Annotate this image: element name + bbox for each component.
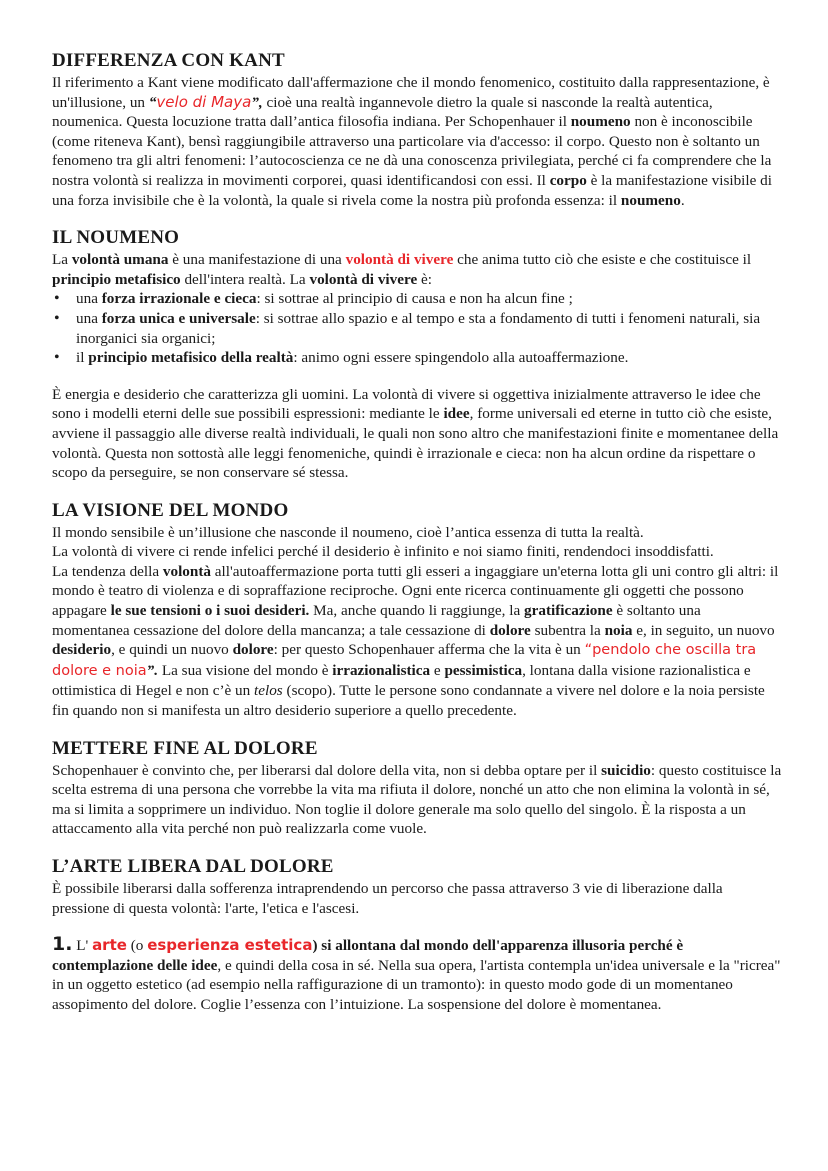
section-title: L’ARTE LIBERA DAL DOLORE <box>52 856 334 877</box>
item-number: 1. <box>52 933 73 956</box>
section-title: LA VISIONE DEL MONDO <box>52 499 289 521</box>
section-differenza-con-kant <box>52 50 782 210</box>
section-title: DIFFERENZA CON KANT <box>52 50 285 71</box>
paragraph-line: La volontà di vivere ci rende infelici perché il desiderio è infinito e noi siamo finiti, rendendoci insoddisfatti. <box>52 543 714 561</box>
list-item: • una forza irrazionale e cieca: si sottrae al principio di causa e non ha alcun fine ; <box>52 289 782 309</box>
section-mettere-fine-al-dolore <box>52 738 782 839</box>
section-il-noumeno <box>52 227 782 483</box>
handwritten-highlight: esperienza estetica <box>147 936 313 955</box>
document-page <box>52 50 782 1032</box>
section-title: METTERE FINE AL DOLORE <box>52 737 318 759</box>
handwritten-highlight: pendolo che oscilla tra dolore e noia <box>52 642 757 679</box>
paragraph: Il riferimento a Kant viene modificato dall'affermazione che il mondo fenomenico, costituito dalla rappresentazione, è un'illusione, un “velo di Maya”, cioè una realtà ingannevole dietro la quale si nasconde la realtà autentica, noumenica. Questa locuzione tratta dall’antica filosofia indiana. Per Schopenhauer il noumeno non è inconoscibile (come riteneva Kant), bensì raggiungibile attraverso una particolare via d'accesso: il corpo. Questo non è soltanto un fenomeno tra gli altri fenomeni: l’autocoscienza ce ne dà una conoscenza privilegiata, perché ci fa comprendere che la nostra volontà si realizza in movimenti corporei, quasi identificandosi con essi. Il corpo è la manifestazione visibile di una forza invisibile che è la volontà, la quale si rivela come la nostra più profonda essenza: il noumeno. <box>52 74 772 209</box>
list-item: • il principio metafisico della realtà: animo ogni essere spingendolo alla autoaffermazione. <box>52 348 782 368</box>
handwritten-highlight: velo di Maya <box>156 92 252 111</box>
paragraph-line: Il mondo sensibile è un’illusione che nasconde il noumeno, cioè l’antica essenza di tutta la realtà. <box>52 523 644 541</box>
paragraph: Schopenhauer è convinto che, per liberarsi dal dolore della vita, non si debba optare per il suicidio: questo costituisce la scelta estrema di una persona che vorrebbe la vita ma rifiuta il dolore, nonché un atto che non elimina la volontà in sé, ma si limita a sopprimere un individuo. Non toglie il dolore generale ma solo quello del singolo. È la risposta a un attaccamento alla vita perché non può realizzarla come vuole. <box>52 761 782 838</box>
section-title: IL NOUMENO <box>52 227 180 249</box>
paragraph: La tendenza della volontà all'autoaffermazione porta tutti gli esseri a ingaggiare un'eterna lotta gli uni contro gli altri: il mondo è teatro di violenza e di sopraffazione reciproche. Ogni ente ricerca continuamente gli oggetti che possono appagare le sue tensioni o i suoi desideri. Ma, anche quando li raggiunge, la gratificazione è soltanto una momentanea cessazione del dolore della mancanza; a tale cessazione di dolore subentra la noia e, in seguito, un nuovo desiderio, e quindi un nuovo dolore: per questo Schopenhauer afferma che la vita è un “pendolo che oscilla tra dolore e noia”. La sua visione del mondo è irrazionalistica e pessimistica, lontana dalla visione razionalistica e ottimistica di Hegel e non c’è un telos (scopo). Tutte le persone sono condannate a vivere nel dolore e la noia persiste fin quando non si manifesta un altro desiderio superiore a quello precedente. <box>52 562 779 720</box>
bullet-list <box>52 289 782 367</box>
list-item: • una forza unica e universale: si sottrae allo spazio e al tempo e sta a fondamento di tutti i fenomeni naturali, sia inorganici sia organici; <box>52 309 782 348</box>
paragraph: È energia e desiderio che caratterizza gli uomini. La volontà di vivere si oggettiva inizialmente attraverso le idee che sono i modelli eterni delle sue possibili espressioni: mediante le idee, forme universali ed eterne in tutto ciò che esiste, avviene il passaggio alle diverse realtà individuali, le quali non sono altro che manifestazioni finite e momentanee della volontà. Questa non sottostà alle leggi fenomeniche, quindi è irrazionale e cieca: non ha alcun ordine da rispettare o scopo da perseguire, se non conservare sé stessa. <box>52 385 779 482</box>
handwritten-highlight: arte <box>92 936 127 955</box>
section-visione-del-mondo <box>52 500 782 721</box>
paragraph: È possibile liberarsi dalla sofferenza intraprendendo un percorso che passa attraverso 3 vie di liberazione dalla pressione di questa volontà: l'arte, l'etica e l'ascesi. <box>52 880 723 917</box>
numbered-item: 1. L' arte (o esperienza estetica) si allontana dal mondo dell'apparenza illusoria perché è contemplazione delle idee, e quindi della cosa in sé. Nella sua opera, l'artista contempla un'idea universale e la "ricrea" in un oggetto estetico (ad esempio nella raffigurazione di un tramonto): in questo modo gode di un momentaneo assopimento del dolore. Coglie l’essenza con l’intuizione. La sospensione del dolore è momentanea. <box>52 933 781 1013</box>
section-arte-libera-dal-dolore <box>52 856 782 1015</box>
paragraph: La volontà umana è una manifestazione di una volontà di vivere che anima tutto ciò che esiste e che costituisce il principio metafisico dell'intera realtà. La volontà di vivere è: <box>52 251 752 288</box>
